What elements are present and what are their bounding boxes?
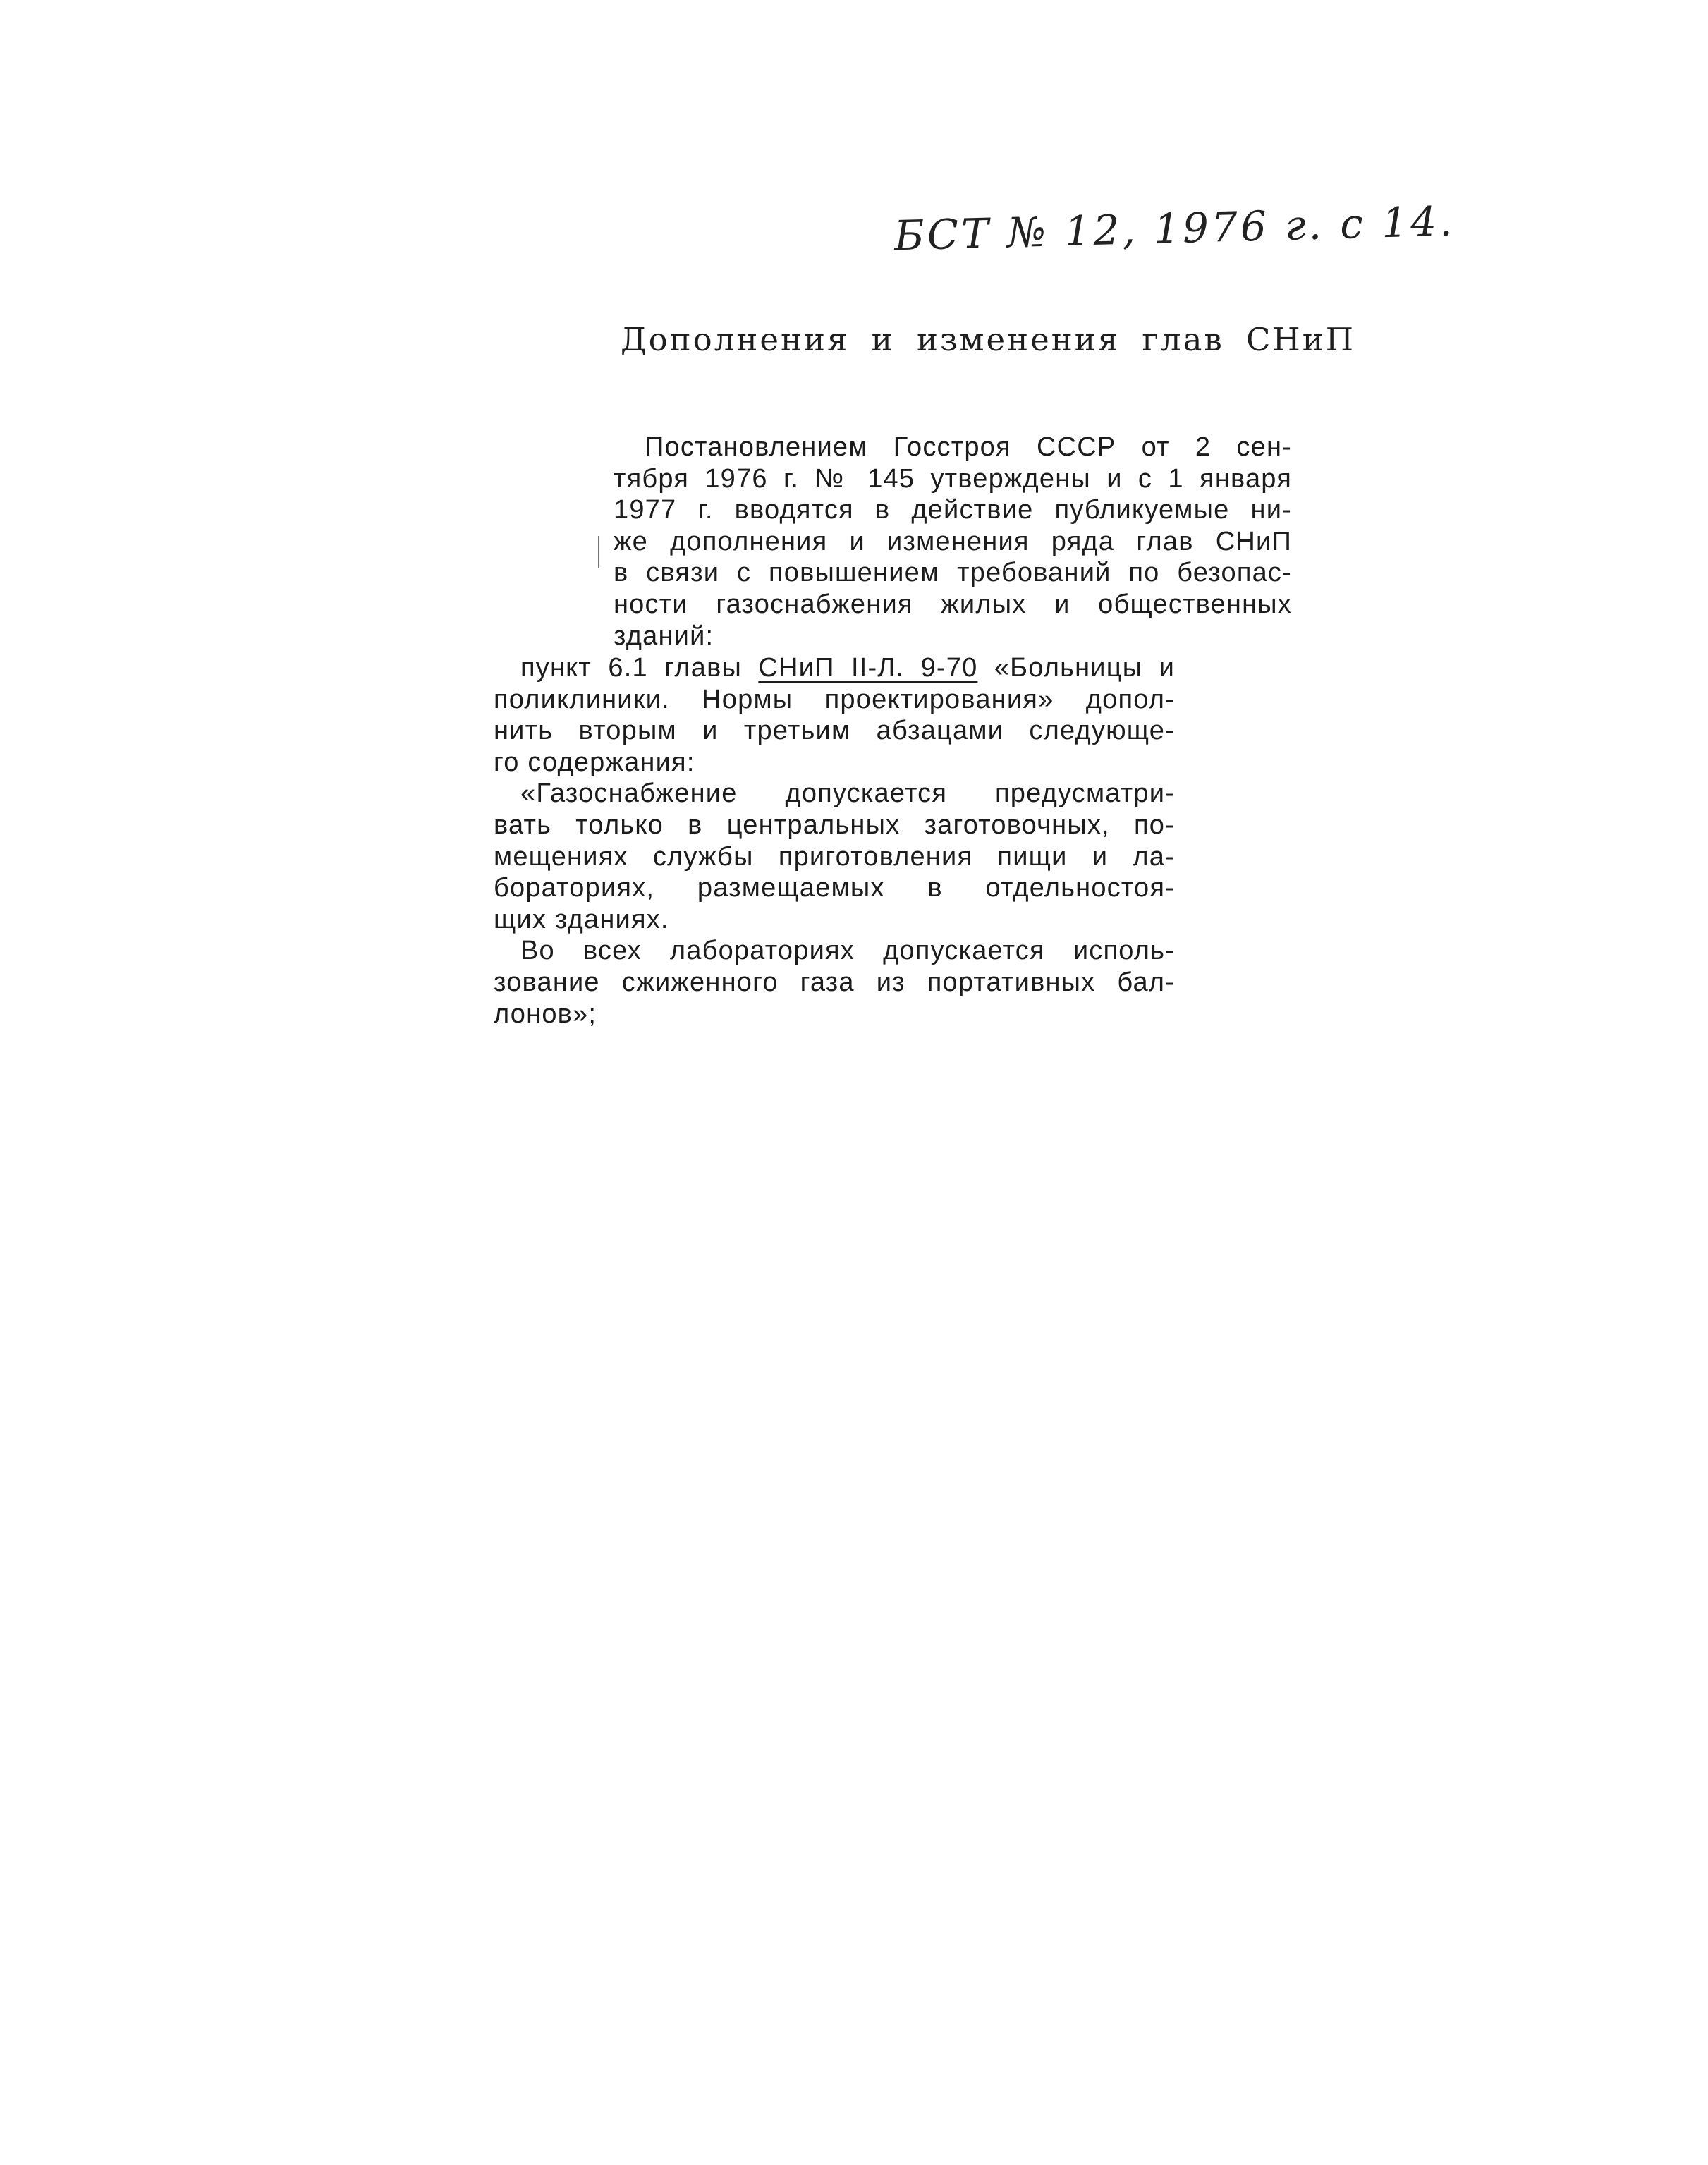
body-line: вать только в центральных заготовочных, по-: [494, 810, 1175, 840]
body-line: Во всех лабораториях допускается исполь-: [520, 936, 1175, 966]
intro-line: зданий:: [614, 621, 714, 651]
amendment-suffix: «Больницы и: [977, 653, 1175, 683]
amendment-first-line: [494, 652, 1175, 684]
body-line: лонов»;: [494, 999, 597, 1029]
body-line: го содержания:: [494, 747, 695, 777]
amendment-prefix: пункт 6.1 главы: [520, 653, 759, 683]
body-line: поликлиники. Нормы проектирования» допол-: [494, 684, 1175, 714]
body-line: «Газоснабжение допускается предусматри-: [520, 779, 1175, 809]
body-line: зование сжиженного газа из портативных бал-: [494, 967, 1175, 997]
intro-line: Постановлением Госстроя СССР от 2 сен-: [645, 432, 1292, 462]
handwritten-note: БСТ № 12, 1976 г. с 14.: [893, 197, 1456, 260]
intro-line: ности газоснабжения жилых и общественных: [614, 589, 1292, 619]
body-line: мещениях службы приготовления пищи и ла-: [494, 841, 1175, 872]
body-line: нить вторым и третьим абзацами следующе-: [494, 716, 1175, 746]
intro-line: тября 1976 г. № 145 утверждены и с 1 января: [614, 463, 1292, 494]
intro-line: в связи с повышением требований по безопас-: [614, 558, 1292, 588]
body-line: бораториях, размещаемых в отдельностоя-: [494, 873, 1175, 903]
document-title: Дополнения и изменения глав СНиП: [621, 321, 1355, 358]
snip-reference: СНиП II-Л. 9-70: [758, 653, 978, 683]
intro-line: же дополнения и изменения ряда глав СНиП: [614, 526, 1292, 556]
amendment-body: [494, 652, 1175, 1030]
intro-paragraph: [614, 432, 1292, 652]
intro-line: 1977 г. вводятся в действие публикуемые ни-: [614, 495, 1292, 525]
body-line: щих зданиях.: [494, 904, 669, 934]
stray-scan-mark: [598, 536, 599, 568]
